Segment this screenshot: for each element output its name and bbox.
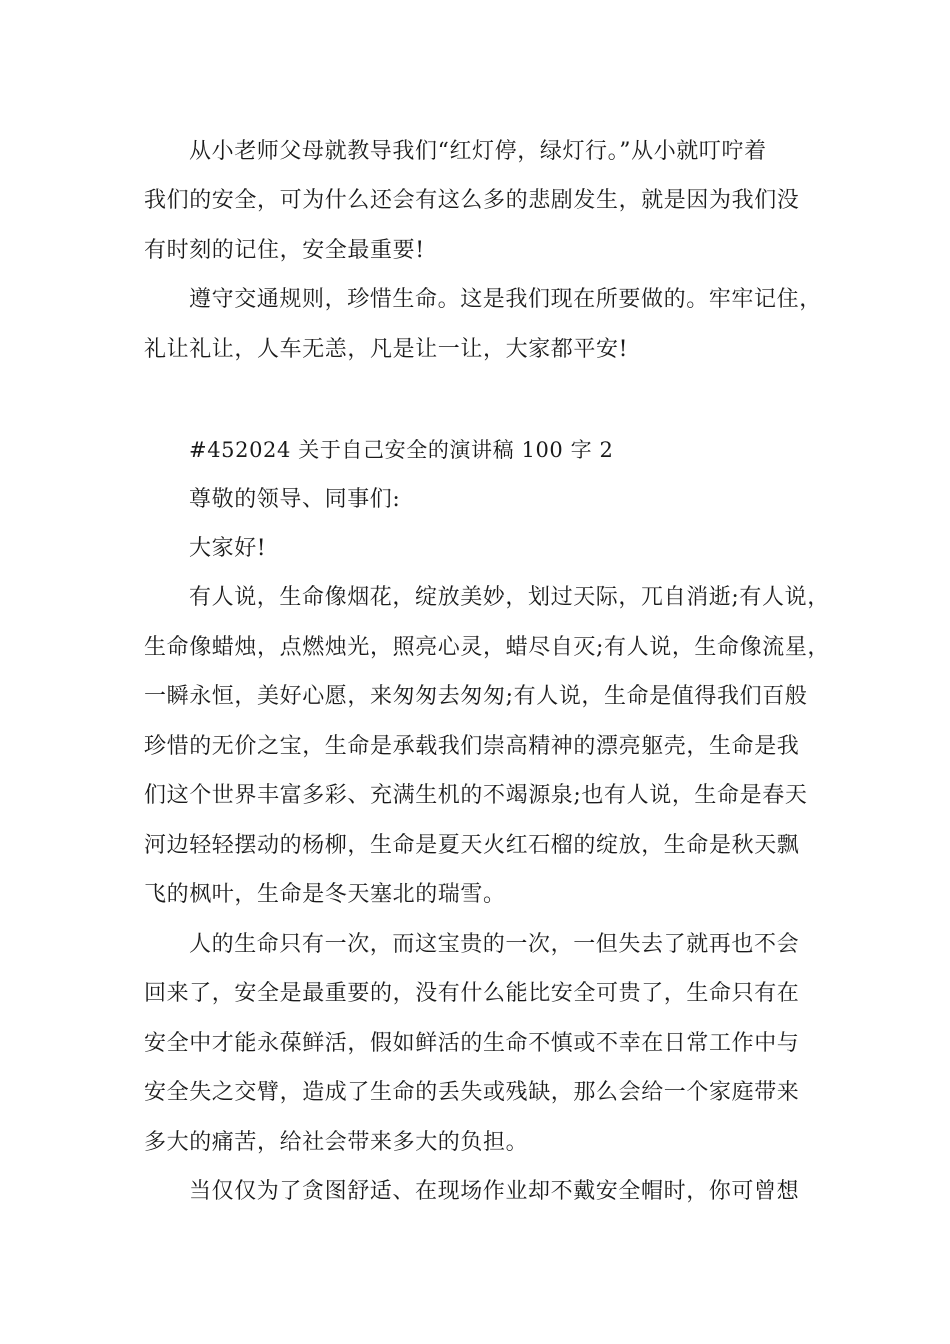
paragraph-line: 多大的痛苦，给社会带来多大的负担。 [144, 1130, 529, 1155]
paragraph-line: 遵守交通规则，珍惜生命。这是我们现在所要做的。牢牢记住， [189, 287, 822, 312]
paragraph-line: 们这个世界丰富多彩、充满生机的不竭源泉;也有人说，生命是春天 [144, 783, 808, 808]
salutation: 尊敬的领导、同事们: [189, 487, 401, 512]
paragraph-line: 回来了，安全是最重要的，没有什么能比安全可贵了，生命只有在 [144, 981, 800, 1006]
paragraph-line: 礼让礼让，人车无恙，凡是让一让，大家都平安! [144, 337, 629, 362]
section-heading: #452024 关于自己安全的演讲稿 100 字 2 [189, 438, 614, 462]
paragraph-line: 安全失之交臂，造成了生命的丢失或残缺，那么会给一个家庭带来 [144, 1080, 800, 1105]
paragraph-line: 从小老师父母就教导我们“红灯停，绿灯行。”从小就叮咛着 [189, 139, 767, 164]
paragraph-line: 有时刻的记住，安全最重要! [144, 238, 425, 263]
paragraph-line: 当仅仅为了贪图舒适、在现场作业却不戴安全帽时，你可曾想 [189, 1179, 800, 1204]
paragraph-line: 一瞬永恒，美好心愿，来匆匆去匆匆;有人说，生命是值得我们百般 [144, 684, 808, 709]
paragraph-line: 河边轻轻摆动的杨柳，生命是夏天火红石榴的绽放，生命是秋天飘 [144, 833, 800, 858]
paragraph-line: 生命像蜡烛，点燃烛光，照亮心灵，蜡尽自灭;有人说，生命像流星， [144, 635, 831, 660]
paragraph-line: 有人说，生命像烟花，绽放美妙，划过天际，兀自消逝;有人说， [189, 585, 830, 610]
paragraph-line: 人的生命只有一次，而这宝贵的一次，一但失去了就再也不会 [189, 932, 800, 957]
paragraph-line: 飞的枫叶，生命是冬天塞北的瑞雪。 [144, 882, 506, 907]
greeting: 大家好! [189, 536, 267, 561]
paragraph-line: 安全中才能永葆鲜活，假如鲜活的生命不慎或不幸在日常工作中与 [144, 1031, 800, 1056]
paragraph-line: 我们的安全，可为什么还会有这么多的悲剧发生，就是因为我们没 [144, 188, 800, 213]
paragraph-line: 珍惜的无价之宝，生命是承载我们崇高精神的漂亮躯壳，生命是我 [144, 734, 800, 759]
